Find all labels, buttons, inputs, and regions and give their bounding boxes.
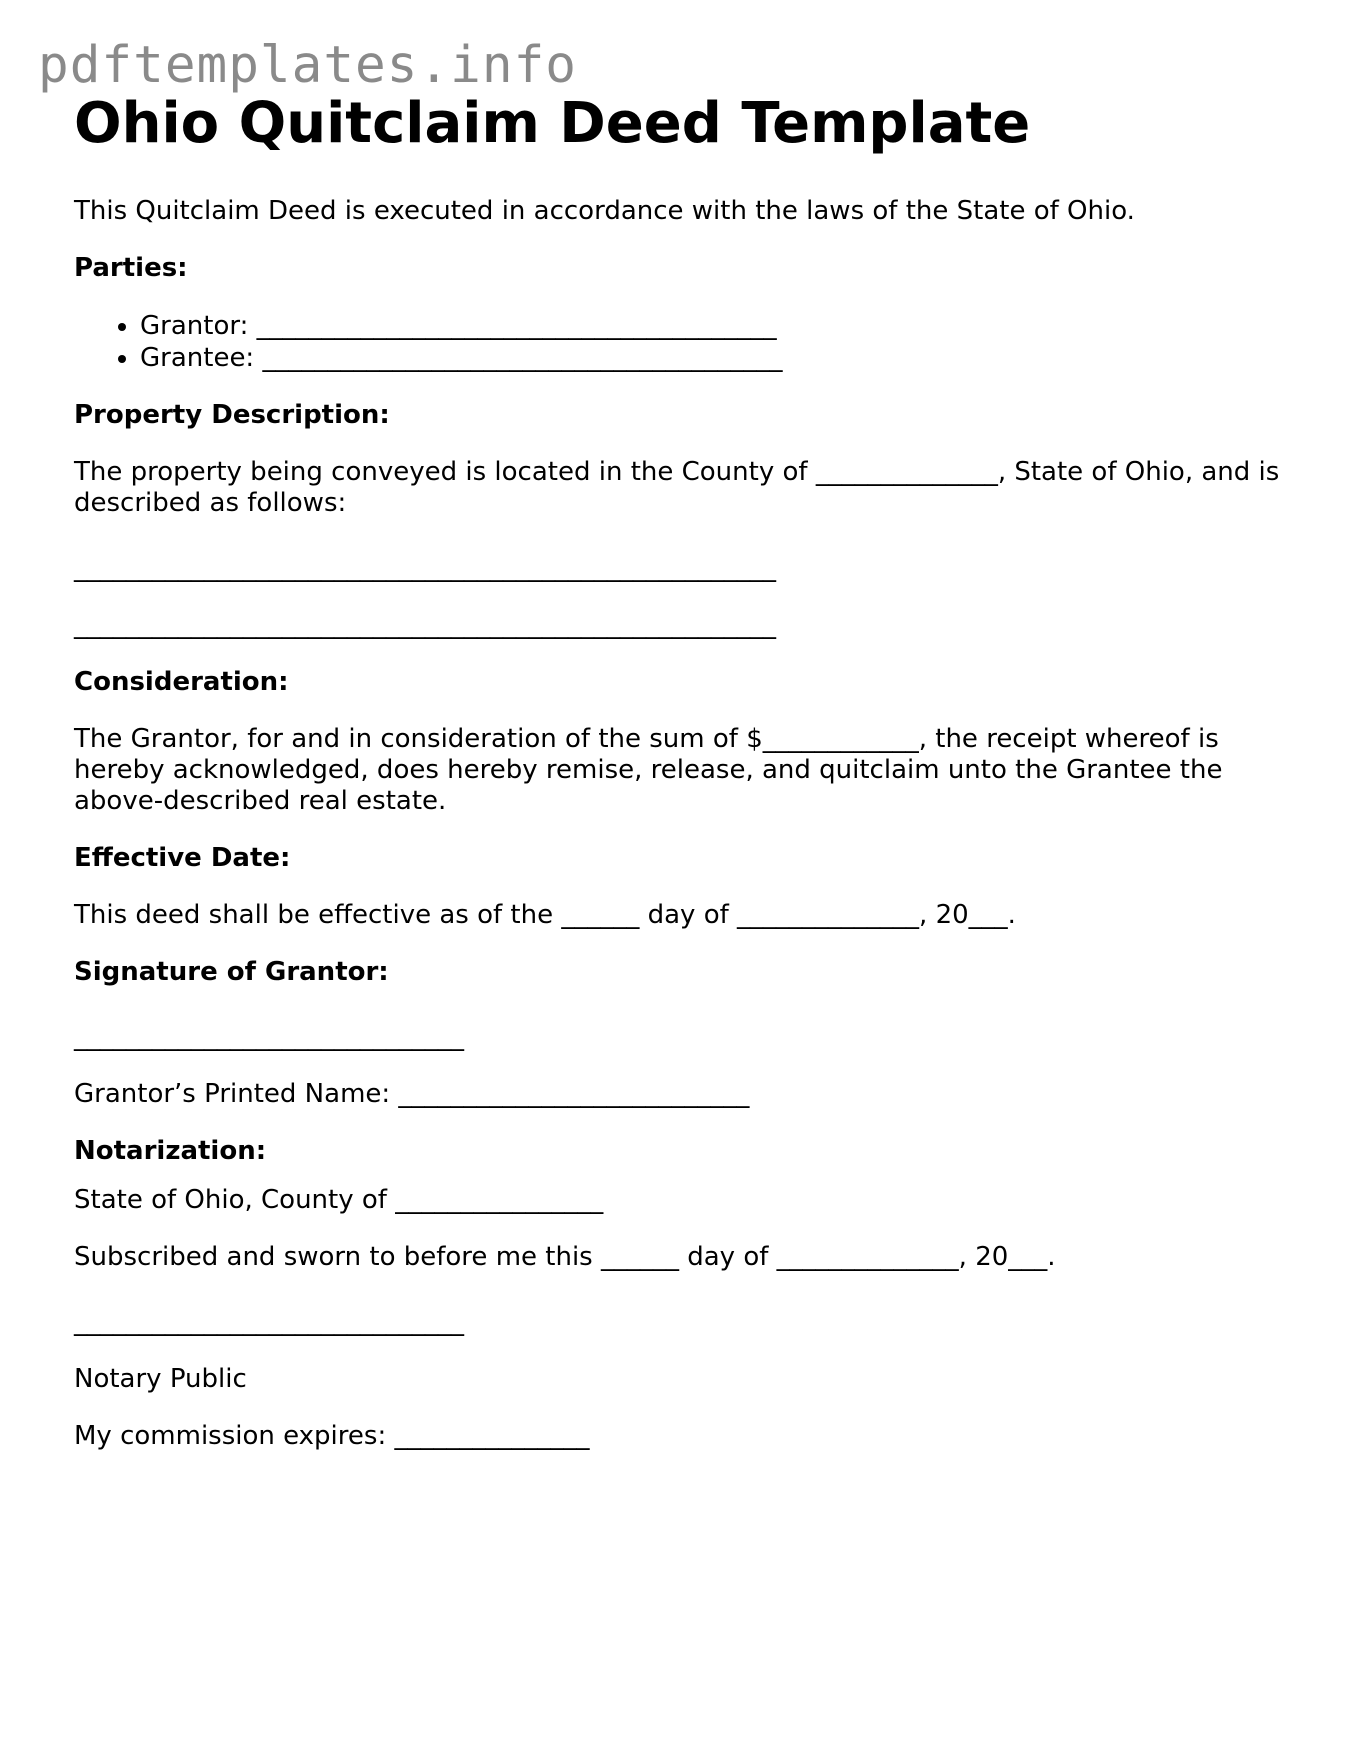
notarization-heading: Notarization: bbox=[74, 1136, 267, 1167]
page-title: Ohio Quitclaim Deed Template bbox=[74, 91, 1031, 156]
commission-expires-field: My commission expires: _______________ bbox=[74, 1421, 590, 1452]
property-heading: Property Description: bbox=[74, 400, 390, 431]
property-line-2: ______________________________________________________ bbox=[74, 610, 776, 641]
grantor-field: • Grantor: ________________________________________ bbox=[140, 310, 1294, 342]
intro-text: This Quitclaim Deed is executed in accordance with the laws of the State of Ohio. bbox=[74, 196, 1135, 227]
parties-heading: Parties: bbox=[74, 253, 188, 284]
consideration-heading: Consideration: bbox=[74, 667, 289, 698]
document-body bbox=[74, 92, 1294, 1452]
signature-heading: Signature of Grantor: bbox=[74, 957, 389, 988]
consideration-text: The Grantor, for and in consideration of the sum of $____________, the receipt whereof is hereby acknowledged, does hereby remise, release, and quitclaim unto the Grantee the above-described real estate. bbox=[74, 724, 1223, 817]
property-text: The property being conveyed is located in the County of ______________, State of Ohio, and is described as follows: bbox=[74, 457, 1280, 519]
property-line-1: ______________________________________________________ bbox=[74, 553, 776, 584]
parties-list bbox=[74, 310, 1294, 374]
notary-public-label: Notary Public bbox=[74, 1364, 247, 1395]
notary-county-field: State of Ohio, County of ________________ bbox=[74, 1185, 604, 1216]
printed-name-field: Grantor’s Printed Name: ___________________________ bbox=[74, 1079, 750, 1110]
signature-line: ______________________________ bbox=[74, 1022, 464, 1053]
sworn-text: Subscribed and sworn to before me this ______ day of ______________, 20___. bbox=[74, 1242, 1056, 1273]
notary-signature-line: ______________________________ bbox=[74, 1307, 464, 1338]
effective-heading: Effective Date: bbox=[74, 843, 291, 874]
effective-text: This deed shall be effective as of the ______ day of ______________, 20___. bbox=[74, 900, 1016, 931]
grantee-field: • Grantee: ________________________________________ bbox=[140, 342, 1294, 374]
watermark: pdftemplates.info bbox=[38, 36, 577, 95]
